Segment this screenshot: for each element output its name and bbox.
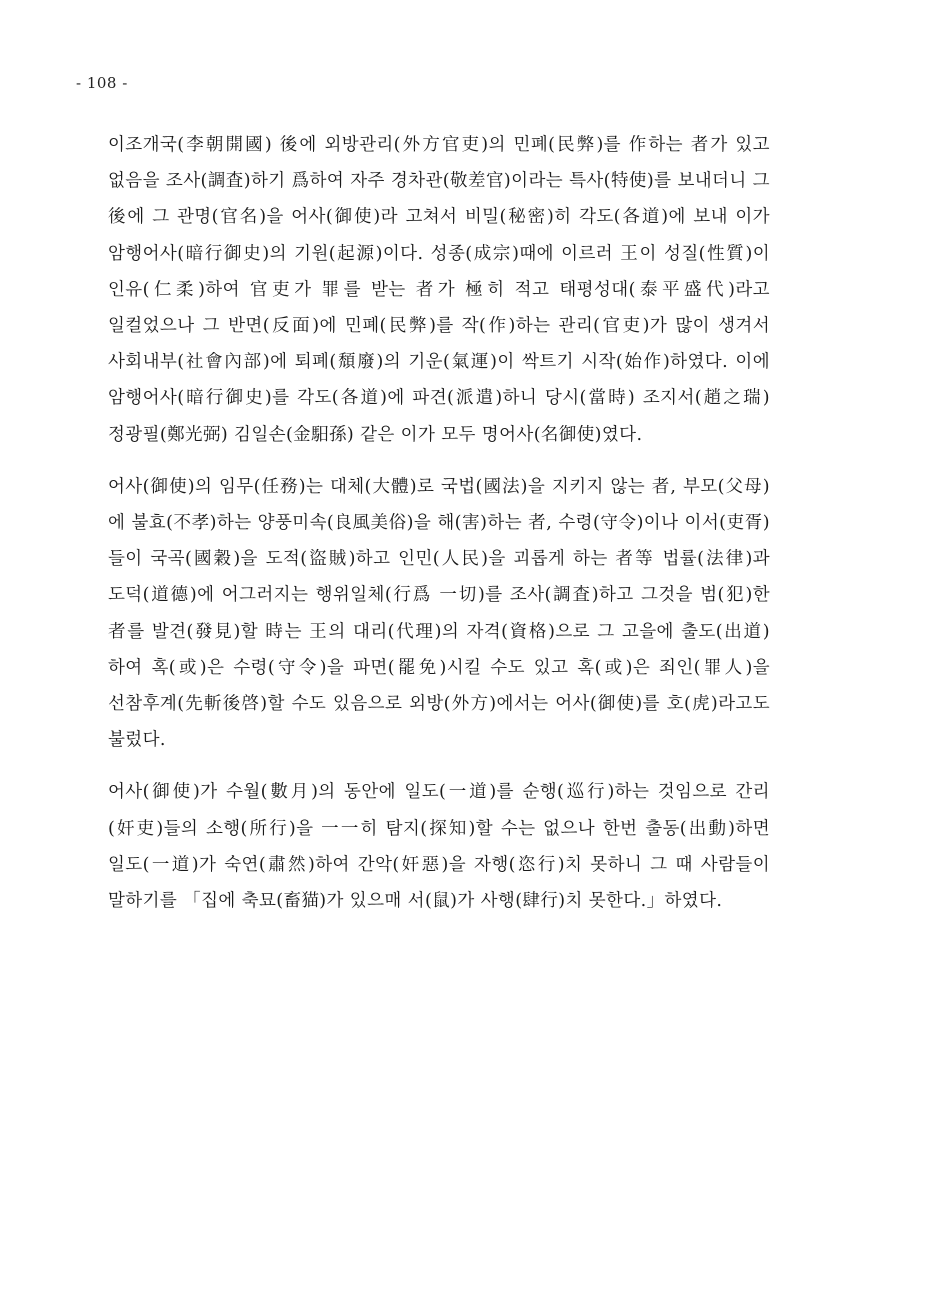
- paragraph-effect-of-eosa: 어사(御使)가 수월(數月)의 동안에 일도(一道)를 순행(巡行)하는 것임으로 간리(奸吏)들의 소행(所行)을 一一히 탐지(探知)할 수는 없으나 한번 출동(出動)하면 일도(一道)가 숙연(肅然)하여 간악(奸惡)을 자행(恣行)치 못하니 그 때 사람들이 말하기를 「집에 축묘(畜猫)가 있으매 서(鼠)가 사행(肆行)치 못한다.」하였다.: [108, 782, 770, 912]
- paragraph-origin-of-amhaeng-eosa: 이조개국(李朝開國) 後에 외방관리(外方官吏)의 민폐(民弊)를 作하는 者가 있고 없음을 조사(調査)하기 爲하여 자주 경차관(敬差官)이라는 특사(特使)를 보내더니 그 後에 그 관명(官名)을 어사(御使)라 고쳐서 비밀(秘密)히 각도(各道)에 보내 이가 암행어사(暗行御史)의 기원(起源)이다. 성종(成宗)때에 이르러 王이 성질(性質)이 인유(仁柔)하여 官吏가 罪를 받는 者가 極히 적고 태평성대(泰平盛代)라고 일컬었으나 그 반면(反面)에 민폐(民弊)를 작(作)하는 관리(官吏)가 많이 생겨서 사회내부(社會內部)에 퇴폐(頹廢)의 기운(氣運)이 싹트기 시작(始作)하였다. 이에 암행어사(暗行御史)를 각도(各道)에 파견(派遣)하니 당시(當時) 조지서(趙之瑞) 정광필(鄭光弼) 김일손(金馹孫) 같은 이가 모두 명어사(名御使)였다.: [108, 135, 770, 445]
- page-number: - 108 -: [76, 74, 128, 92]
- paragraph-duties-of-eosa: 어사(御使)의 임무(任務)는 대체(大體)로 국법(國法)을 지키지 않는 者, 부모(父母)에 불효(不孝)하는 양풍미속(良風美俗)을 해(害)하는 者, 수령(守令)이나 이서(吏胥)들이 국곡(國穀)을 도적(盜賊)하고 인민(人民)을 괴롭게 하는 者等 법률(法律)과 도덕(道德)에 어그러지는 행위일체(行爲 一切)를 조사(調査)하고 그것을 범(犯)한 者를 발견(發見)할 時는 王의 대리(代理)의 자격(資格)으로 그 고을에 출도(出道)하여 혹(或)은 수령(守令)을 파면(罷免)시킬 수도 있고 혹(或)은 죄인(罪人)을 선참후계(先斬後啓)할 수도 있음으로 외방(外方)에서는 어사(御使)를 호(虎)라고도 불렀다.: [108, 476, 770, 751]
- body-text: [108, 127, 770, 935]
